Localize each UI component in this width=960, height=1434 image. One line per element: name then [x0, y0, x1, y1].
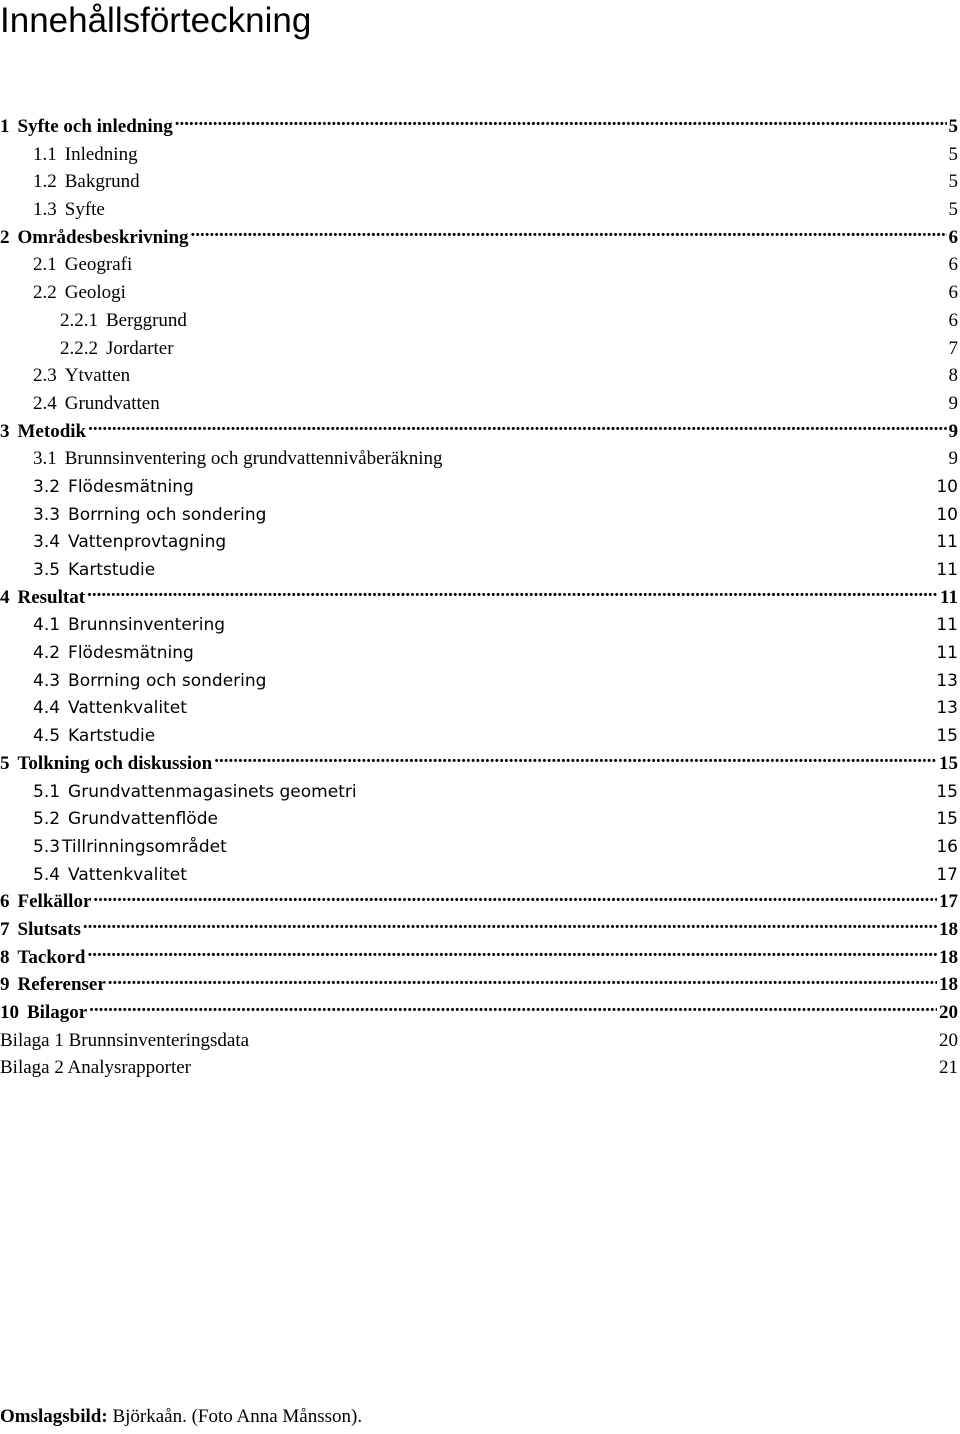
toc-entry-title: Syfte och inledning — [17, 116, 173, 137]
toc-entry-title: Kartstudie — [68, 560, 156, 580]
toc-entry-title: Tillrinningsområdet — [62, 836, 227, 857]
spacer — [193, 1054, 937, 1073]
toc-entry-number: 1 — [0, 116, 10, 137]
spacer — [189, 861, 934, 880]
toc-entry-title: Områdesbeskrivning — [17, 226, 189, 248]
toc-entry-number: 3.1 — [33, 448, 57, 470]
toc-entry-title: Bilagor — [27, 1002, 88, 1023]
spacer — [189, 307, 947, 326]
toc-entry-page: 5 — [948, 199, 958, 221]
toc-entry-number: 5.3 — [33, 836, 61, 857]
toc-entry-number: 5.1 — [33, 781, 61, 802]
toc-entry[interactable] — [0, 971, 958, 999]
spacer — [220, 805, 934, 824]
toc-entry-number: 1.3 — [33, 199, 57, 221]
toc-entry-page: 15 — [936, 726, 958, 747]
toc-entry[interactable] — [0, 722, 958, 750]
dot-leader — [87, 584, 938, 603]
toc-entry[interactable] — [0, 556, 958, 584]
dot-leader — [191, 224, 947, 243]
toc-entry[interactable] — [0, 916, 958, 944]
toc-entry-title: Felkällor — [17, 891, 92, 913]
toc-entry-page: 18 — [939, 946, 958, 968]
toc-entry-number: 4.4 — [33, 698, 61, 719]
toc-entry-page: 11 — [936, 560, 958, 580]
toc-entry-number: 4.2 — [33, 643, 61, 664]
toc-entry-page: 6 — [948, 226, 958, 248]
toc-entry[interactable] — [0, 861, 958, 889]
toc-entry-number: 5.4 — [33, 864, 61, 885]
toc-entry-title: Bilaga 1 Brunnsinventeringsdata — [0, 1029, 250, 1051]
toc-entry-page: 9 — [948, 448, 958, 470]
toc-entry-number: 4.1 — [33, 615, 61, 636]
spacer — [176, 335, 947, 354]
toc-entry-page: 10 — [936, 504, 958, 525]
toc-entry-title: Bakgrund — [64, 171, 140, 193]
toc-entry-page: 15 — [939, 752, 958, 774]
toc-entry-page: 11 — [936, 615, 958, 636]
toc-entry[interactable] — [0, 1027, 958, 1055]
spacer — [268, 667, 934, 686]
toc-entry[interactable] — [0, 639, 958, 667]
spacer — [107, 196, 947, 215]
cover-caption-label: Omslagsbild: — [0, 1406, 108, 1427]
toc-entry-number: 2.2.1 — [60, 309, 98, 331]
toc-entry-page: 10 — [936, 476, 958, 497]
spacer — [162, 390, 947, 409]
toc-entry-title: Borrning och sondering — [68, 670, 267, 691]
spacer — [134, 251, 946, 270]
toc-entry[interactable] — [0, 473, 958, 501]
toc-entry-page: 11 — [936, 532, 958, 553]
toc-entry-number: 2.4 — [33, 392, 57, 414]
toc-entry-page: 13 — [936, 670, 958, 691]
toc-entry[interactable] — [0, 667, 958, 695]
toc-entry[interactable] — [0, 584, 958, 612]
toc-entry-title: Flödesmätning — [68, 643, 194, 664]
toc-entry-page: 18 — [939, 974, 958, 996]
toc-entry[interactable] — [0, 168, 958, 196]
toc-entry-title: Borrning och sondering — [68, 504, 267, 525]
table-of-contents — [0, 113, 958, 1082]
toc-entry-title: Referenser — [17, 974, 106, 996]
spacer — [140, 141, 947, 160]
spacer — [157, 722, 934, 741]
spacer — [142, 168, 947, 187]
toc-entry[interactable] — [0, 113, 958, 141]
toc-entry-title: Vattenprovtagning — [68, 532, 227, 553]
toc-entry-number: 2.2 — [33, 282, 57, 304]
toc-entry-number: 3.3 — [33, 504, 61, 525]
toc-entry-number: 3.5 — [33, 560, 61, 580]
toc-entry-title: Berggrund — [106, 309, 187, 331]
spacer — [157, 556, 934, 575]
toc-entry-title: Vattenkvalitet — [68, 698, 187, 719]
toc-entry-page: 17 — [939, 891, 958, 913]
dot-leader — [83, 916, 937, 935]
toc-entry-title: Geologi — [64, 282, 126, 304]
toc-entry-page: 5 — [948, 116, 958, 137]
spacer — [268, 501, 934, 520]
toc-entry-page: 6 — [948, 309, 958, 331]
toc-entry[interactable] — [0, 390, 958, 418]
toc-entry-page: 9 — [948, 392, 958, 414]
dot-leader — [89, 999, 937, 1018]
toc-entry-page: 20 — [939, 1029, 958, 1051]
toc-entry-title: Jordarter — [106, 337, 174, 359]
toc-entry-title: Ytvatten — [64, 365, 131, 387]
toc-entry[interactable] — [0, 528, 958, 556]
toc-entry-title: Grundvattenflöde — [68, 809, 218, 830]
toc-entry-title: Kartstudie — [68, 726, 156, 747]
toc-entry-title: Brunnsinventering och grundvattennivåberäkning — [64, 448, 443, 470]
toc-entry[interactable] — [0, 694, 958, 722]
spacer — [227, 611, 934, 630]
toc-entry-page: 5 — [948, 171, 958, 193]
toc-entry-title: Grundvatten — [64, 392, 160, 414]
toc-entry-title: Brunnsinventering — [68, 615, 226, 636]
toc-entry[interactable] — [0, 335, 958, 363]
toc-entry-title: Geografi — [64, 254, 133, 276]
toc-entry-page: 15 — [936, 781, 958, 802]
toc-entry-title: Inledning — [64, 143, 138, 165]
toc-entry[interactable] — [0, 307, 958, 335]
toc-entry[interactable] — [0, 611, 958, 639]
toc-entry[interactable] — [0, 888, 958, 916]
toc-entry-number: 2.3 — [33, 365, 57, 387]
spacer — [359, 778, 935, 797]
toc-entry-number: 2.1 — [33, 254, 57, 276]
toc-entry[interactable] — [0, 833, 958, 861]
toc-entry-page: 18 — [939, 918, 958, 940]
dot-leader — [93, 888, 937, 907]
toc-entry-number: 2.2.2 — [60, 337, 98, 359]
toc-entry-page: 9 — [948, 420, 958, 442]
toc-entry-page: 21 — [939, 1057, 958, 1079]
toc-entry-page: 5 — [948, 143, 958, 165]
toc-entry-number: 6 — [0, 891, 10, 913]
toc-entry-number: 10 — [0, 1002, 19, 1023]
toc-entry-number: 1.2 — [33, 171, 57, 193]
toc-entry[interactable] — [0, 141, 958, 169]
toc-entry-page: 7 — [948, 337, 958, 359]
toc-entry-number: 4.5 — [33, 726, 61, 747]
spacer — [445, 445, 947, 464]
toc-entry-number: 5 — [0, 752, 10, 774]
toc-entry-number: 8 — [0, 946, 10, 968]
toc-entry-title: Metodik — [17, 420, 87, 442]
toc-entry-title: Resultat — [17, 586, 86, 608]
toc-entry[interactable] — [0, 999, 958, 1027]
toc-entry-title: Bilaga 2 Analysrapporter — [0, 1057, 192, 1079]
toc-entry[interactable] — [0, 224, 958, 252]
toc-entry-page: 17 — [936, 864, 958, 885]
toc-entry-title: Vattenkvalitet — [68, 864, 187, 885]
toc-entry[interactable] — [0, 251, 958, 279]
toc-entry-title: Grundvattenmagasinets geometri — [68, 781, 357, 802]
toc-entry-number: 4.3 — [33, 670, 61, 691]
spacer — [189, 694, 934, 713]
toc-entry-number: 7 — [0, 918, 10, 940]
toc-entry-title: Tolkning och diskussion — [17, 752, 213, 774]
spacer — [251, 1027, 937, 1046]
dot-leader — [175, 113, 947, 132]
toc-entry-title: Tackord — [17, 946, 86, 968]
toc-entry-page: 8 — [948, 365, 958, 387]
toc-entry-page: 20 — [939, 1002, 958, 1023]
toc-entry[interactable] — [0, 418, 958, 446]
spacer — [196, 639, 935, 658]
toc-entry[interactable] — [0, 944, 958, 972]
toc-entry[interactable] — [0, 279, 958, 307]
toc-entry-title: Syfte — [64, 199, 105, 221]
toc-entry-number: 9 — [0, 974, 10, 996]
toc-entry-number: 3 — [0, 420, 10, 442]
spacer — [228, 528, 934, 547]
toc-entry-page: 6 — [948, 282, 958, 304]
dot-leader — [87, 944, 937, 963]
toc-entry-number: 3.4 — [33, 532, 61, 553]
toc-entry-page: 11 — [940, 586, 958, 608]
toc-entry[interactable] — [0, 805, 958, 833]
toc-entry-number: 2 — [0, 226, 10, 248]
dot-leader — [108, 971, 937, 990]
toc-entry[interactable] — [0, 750, 958, 778]
toc-entry-number: 4 — [0, 586, 10, 608]
toc-entry[interactable] — [0, 362, 958, 390]
cover-caption — [0, 1404, 362, 1430]
toc-entry-page: 6 — [948, 254, 958, 276]
toc-entry-page: 15 — [936, 809, 958, 830]
toc-entry-title: Slutsats — [17, 918, 81, 940]
toc-entry-number: 5.2 — [33, 809, 61, 830]
toc-entry-number: 3.2 — [33, 476, 61, 497]
toc-entry[interactable] — [0, 196, 958, 224]
cover-caption-text: Björkaån. (Foto Anna Månsson). — [107, 1406, 363, 1427]
spacer — [196, 473, 935, 492]
dot-leader — [88, 418, 946, 437]
toc-entry[interactable] — [0, 445, 958, 473]
page-title: Innehållsförteckning — [0, 1, 312, 40]
spacer — [229, 833, 935, 852]
toc-entry-number: 1.1 — [33, 143, 57, 165]
toc-entry-page: 13 — [936, 698, 958, 719]
toc-entry-page: 16 — [936, 836, 958, 857]
dot-leader — [214, 750, 937, 769]
spacer — [132, 362, 946, 381]
toc-entry[interactable] — [0, 1054, 958, 1082]
toc-entry[interactable] — [0, 501, 958, 529]
toc-entry-title: Flödesmätning — [68, 476, 194, 497]
spacer — [128, 279, 947, 298]
toc-entry-page: 11 — [936, 643, 958, 664]
toc-entry[interactable] — [0, 778, 958, 806]
